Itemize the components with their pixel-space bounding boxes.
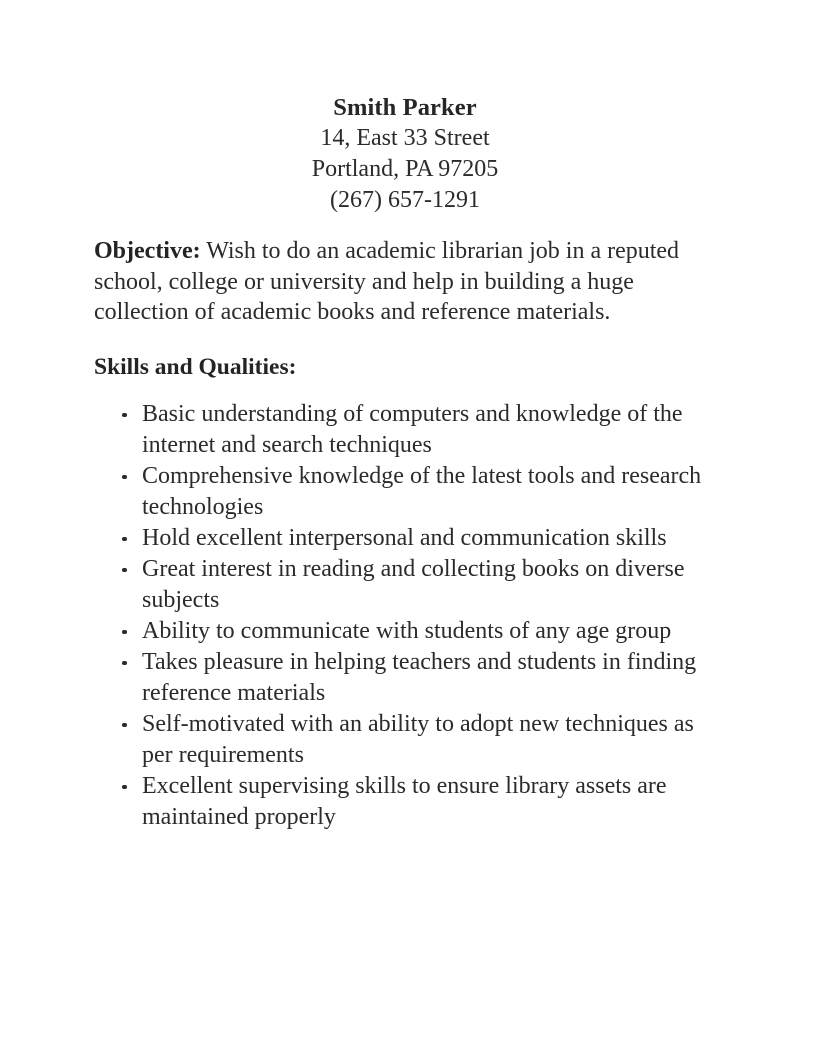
skill-text: Hold excellent interpersonal and communication skills [142,524,667,551]
resume-header [94,0,716,216]
list-item [94,771,716,833]
phone-number: (267) 657-1291 [330,187,480,213]
candidate-name: Smith Parker [333,94,477,121]
list-item [94,461,716,523]
skill-text: Self-motivated with an ability to adopt new techniques as per requirements [142,710,694,768]
skill-text: Great interest in reading and collecting books on diverse subjects [142,555,685,613]
skills-list [94,399,716,833]
resume-content [94,0,716,833]
list-item [94,523,716,554]
bullet-icon [122,475,127,480]
skill-text: Ability to communicate with students of any age group [142,617,672,644]
address-line-1: 14, East 33 Street [320,125,490,151]
list-item [94,709,716,771]
bullet-icon [122,630,127,635]
bullet-icon [122,568,127,573]
bullet-icon [122,537,127,542]
bullet-icon [122,413,127,418]
list-item [94,554,716,616]
skill-text: Takes pleasure in helping teachers and students in finding reference materials [142,648,697,706]
objective-text: Wish to do an academic librarian job in a reputed school, college or university and help in building a huge collection of academic books and reference materials. [94,238,680,325]
bullet-icon [122,785,127,790]
skills-section-heading: Skills and Qualities: [94,353,297,380]
address-line-2: Portland, PA 97205 [311,156,499,182]
skill-text: Excellent supervising skills to ensure library assets are maintained properly [142,772,667,830]
list-item [94,647,716,709]
list-item [94,399,716,461]
bullet-icon [122,661,127,666]
skill-text: Comprehensive knowledge of the latest tools and research technologies [142,462,702,520]
objective-paragraph [94,236,716,328]
objective-label: Objective: [94,238,201,264]
bullet-icon [122,723,127,728]
skill-text: Basic understanding of computers and knowledge of the internet and search techniques [142,400,683,458]
list-item [94,616,716,647]
